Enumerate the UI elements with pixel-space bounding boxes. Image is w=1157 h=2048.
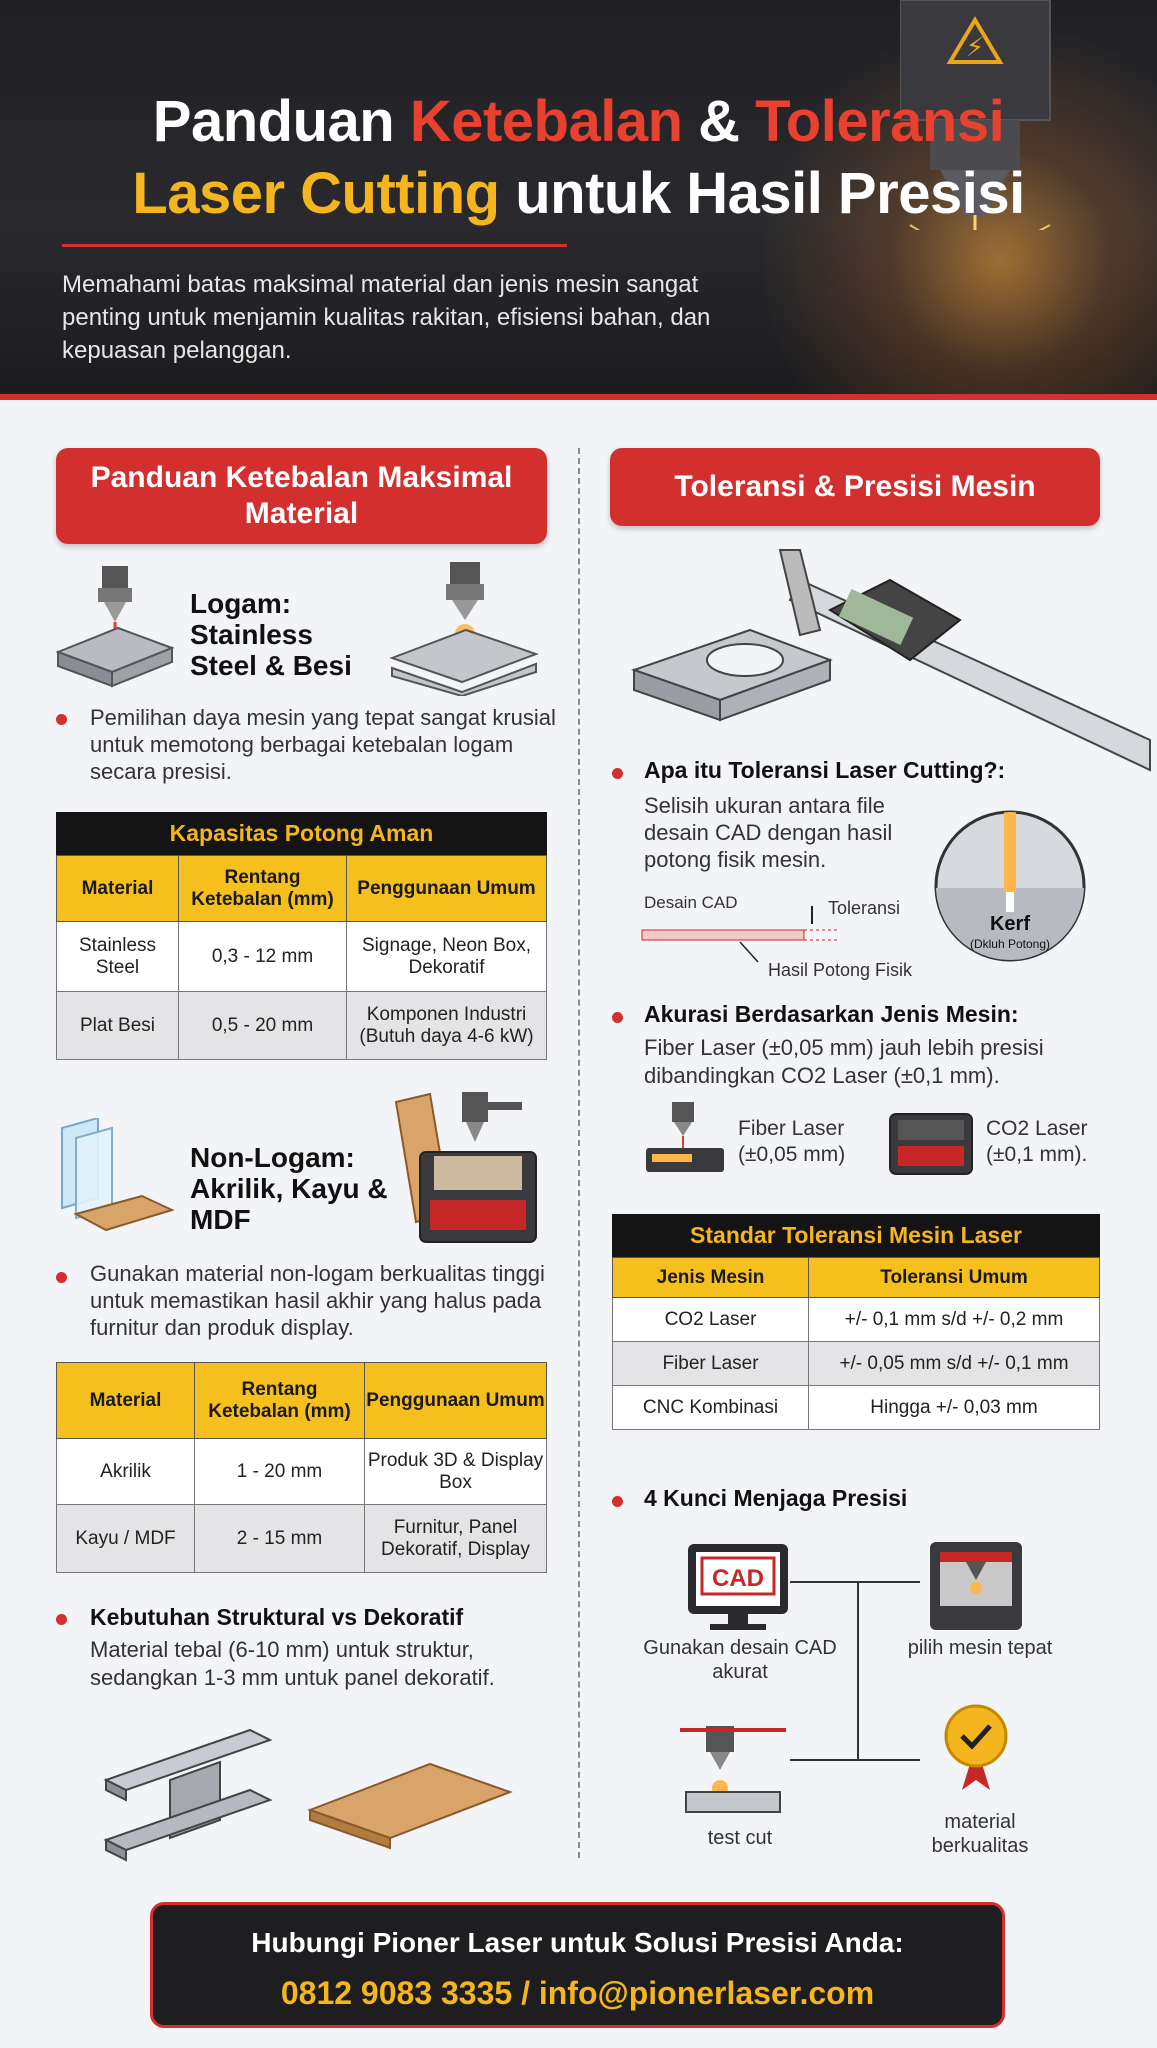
fiber-laser-label: [738, 1116, 868, 1168]
table-cell: Plat Besi: [57, 992, 179, 1060]
key-testcut-text: test cut: [707, 1827, 773, 1849]
kerf-circle-icon: [932, 808, 1088, 964]
table-row: [613, 1298, 1100, 1342]
ibeam-and-wood-panel-icon: [100, 1720, 520, 1870]
tolerance-description: Selisih ukuran antara file desain CAD dengan hasil potong fisik mesin.: [644, 793, 893, 872]
tolerance-heading: Apa itu Toleransi Laser Cutting?:: [644, 757, 1006, 783]
table-cell: Stainless Steel: [57, 922, 179, 992]
nonmetal-description: Gunakan material non-logam berkualitas tinggi untuk memastikan hasil akhir yang halus pada furnitur dan produk display.: [90, 1261, 545, 1340]
table-row: [57, 1505, 547, 1573]
svg-text:⚡: ⚡: [965, 33, 985, 63]
metal-plate-icon: [56, 566, 174, 690]
footer-contact[interactable]: 0812 9083 3335 / info@pionerlaser.com: [280, 1975, 875, 2011]
table-cell: Komponen Industri (Butuh daya 4-6 kW): [347, 992, 547, 1060]
table-cell: Kayu / MDF: [57, 1505, 195, 1573]
kerf-sublabel: (Dkluh Potong): [969, 937, 1051, 951]
table-row: [613, 1342, 1100, 1386]
structural-description: Material tebal (6-10 mm) untuk struktur, sedangkan 1-3 mm untuk panel dekoratif.: [90, 1637, 495, 1690]
co2-laser-value: (±0,1 mm).: [986, 1143, 1088, 1166]
table-cell: +/- 0,1 mm s/d +/- 0,2 mm: [809, 1298, 1100, 1342]
co2-laser-label: [986, 1116, 1126, 1168]
nonmetal-heading: Non-Logam: Akrilik, Kayu & MDF: [190, 1142, 388, 1235]
co2-laser-name: CO2 Laser: [986, 1117, 1088, 1140]
col-header: Material: [57, 856, 179, 922]
table-cell: 0,3 - 12 mm: [179, 922, 347, 992]
cad-monitor-text: CAD: [712, 1565, 764, 1592]
col-header: Penggunaan Umum: [365, 1363, 547, 1439]
label-cad-design: Desain CAD: [644, 893, 738, 912]
co2-laser-icon: [888, 1110, 974, 1176]
key-cad-text: Gunakan desain CAD akurat: [643, 1637, 837, 1683]
keys-heading: 4 Kunci Menjaga Presisi: [644, 1485, 908, 1511]
footer-heading: Hubungi Pioner Laser untuk Solusi Presisi Anda:: [251, 1927, 904, 1958]
bullet-icon: [56, 714, 67, 725]
tolerance-standard-table: [612, 1214, 1100, 1430]
table-cell: Hingga +/- 0,03 mm: [809, 1386, 1100, 1430]
bullet-icon: [56, 1272, 67, 1283]
intro-text: Memahami batas maksimal material dan jenis mesin sangat penting untuk menjamin kualitas rakitan, efisiensi bahan, dan kepuasan pelanggan.: [62, 271, 711, 364]
table-cell: CNC Kombinasi: [613, 1386, 809, 1430]
bullet-icon: [612, 1496, 623, 1507]
bullet-icon: [56, 1614, 67, 1625]
accuracy-description: Fiber Laser (±0,05 mm) jauh lebih presisi dibandingkan CO2 Laser (±0,1 mm).: [644, 1035, 1044, 1088]
stacked-metal-sheets-icon: [388, 562, 540, 696]
right-section-title: Toleransi & Presisi Mesin: [610, 448, 1100, 526]
contact-footer: [150, 1902, 1005, 2028]
title-line-2: Laser Cutting untuk Hasil Presisi: [132, 161, 1025, 226]
table-row: [613, 1386, 1100, 1430]
table-cell: Fiber Laser: [613, 1342, 809, 1386]
col-header: Jenis Mesin: [613, 1258, 809, 1298]
key-machine-text: pilih mesin tepat: [907, 1637, 1053, 1659]
accuracy-heading: Akurasi Berdasarkan Jenis Mesin:: [644, 1001, 1019, 1027]
col-header: Material: [57, 1363, 195, 1439]
table-cell: 1 - 20 mm: [195, 1439, 365, 1505]
metal-description: Pemilihan daya mesin yang tepat sangat krusial untuk memotong berbagai ketebalan logam secara presisi.: [90, 705, 556, 784]
kerf-label: Kerf: [989, 913, 1031, 935]
table-row: [57, 1439, 547, 1505]
key-material-text: material berkualitas: [931, 1811, 1029, 1857]
header-banner: [0, 0, 1157, 400]
table-cell: CO2 Laser: [613, 1298, 809, 1342]
table-cell: +/- 0,05 mm s/d +/- 0,1 mm: [809, 1342, 1100, 1386]
fiber-laser-name: Fiber Laser: [738, 1117, 845, 1140]
metal-heading: Logam: Stainless Steel & Besi: [190, 588, 352, 681]
structural-heading: Kebutuhan Struktural vs Dekoratif: [90, 1604, 464, 1630]
table-row: [57, 992, 547, 1060]
table-cell: 2 - 15 mm: [195, 1505, 365, 1573]
table-cell: 0,5 - 20 mm: [179, 992, 347, 1060]
col-header: Rentang Ketebalan (mm): [195, 1363, 365, 1439]
caliper-icon: [630, 540, 1157, 780]
bullet-icon: [612, 768, 623, 779]
table-cell: Signage, Neon Box, Dekoratif: [347, 922, 547, 992]
acrylic-wood-sample-icon: [56, 1118, 174, 1234]
table-cell: Furnitur, Panel Dekoratif, Display: [365, 1505, 547, 1573]
metal-table-caption: Kapasitas Potong Aman: [56, 812, 547, 855]
table-cell: Produk 3D & Display Box: [365, 1439, 547, 1505]
col-header: Penggunaan Umum: [347, 856, 547, 922]
table-row: [57, 922, 547, 992]
fiber-laser-value: (±0,05 mm): [738, 1143, 846, 1166]
col-header: Rentang Ketebalan (mm): [179, 856, 347, 922]
label-tolerance: Toleransi: [828, 898, 901, 918]
laser-machine-icon: [390, 1092, 540, 1252]
table-cell: Akrilik: [57, 1439, 195, 1505]
bullet-icon: [612, 1012, 623, 1023]
col-header: Toleransi Umum: [809, 1258, 1100, 1298]
nonmetal-capacity-table: [56, 1362, 547, 1573]
label-physical-cut: Hasil Potong Fisik: [768, 960, 913, 980]
tolerance-table-caption: Standar Toleransi Mesin Laser: [612, 1214, 1100, 1257]
metal-capacity-table: [56, 812, 547, 1060]
fiber-laser-icon: [644, 1102, 726, 1174]
left-section-title: Panduan Ketebalan Maksimal Material: [56, 448, 547, 544]
title-line-1: Panduan Ketebalan & Toleransi: [152, 89, 1005, 154]
column-divider: [578, 448, 580, 1858]
title-underline: [62, 244, 567, 247]
